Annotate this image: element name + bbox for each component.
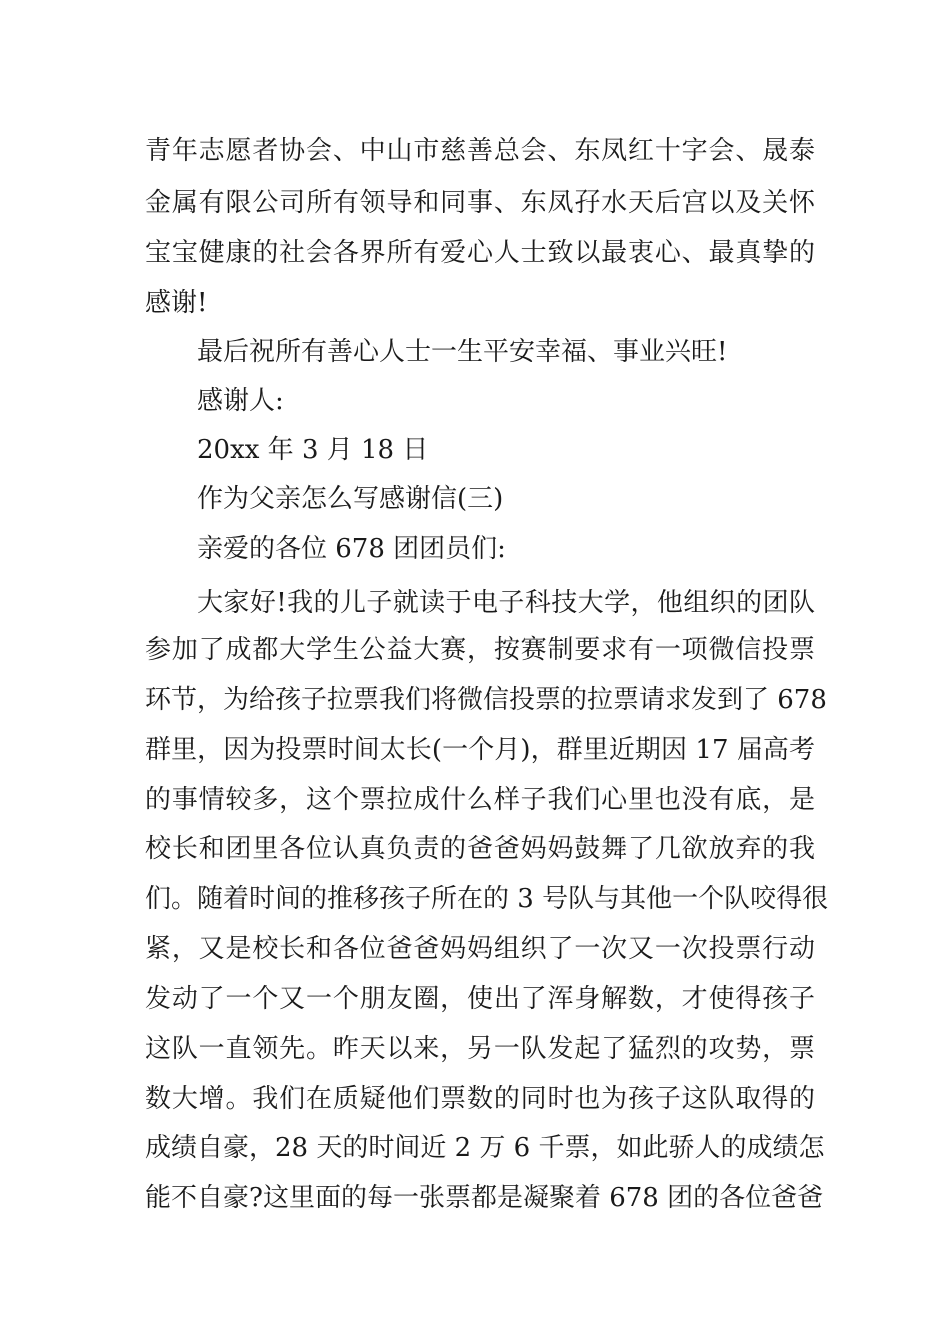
body-text-line: 发动了一个又一个朋友圈，使出了浑身解数，才使得孩子 xyxy=(145,984,815,1014)
salutation: 亲爱的各位 678 团团员们: xyxy=(197,534,506,564)
body-text-line: 这队一直领先。昨天以来，另一队发起了猛烈的攻势，票 xyxy=(145,1034,815,1064)
body-text-line: 数大增。我们在质疑他们票数的同时也为孩子这队取得的 xyxy=(145,1084,815,1114)
body-text-line: 感谢! xyxy=(145,288,208,318)
body-text-line: 金属有限公司所有领导和同事、东凤孖水天后宫以及关怀 xyxy=(145,188,815,218)
body-text-line: 紧，又是校长和各位爸爸妈妈组织了一次又一次投票行动 xyxy=(145,934,815,964)
signature-label: 感谢人: xyxy=(197,386,284,416)
body-text-line: 青年志愿者协会、中山市慈善总会、东凤红十字会、晟泰 xyxy=(145,136,815,166)
body-text-line: 们。随着时间的推移孩子所在的 3 号队与其他一个队咬得很 xyxy=(145,884,829,914)
body-text-line: 大家好!我的儿子就读于电子科技大学，他组织的团队 xyxy=(197,588,815,618)
body-text-line: 能不自豪?这里面的每一张票都是凝聚着 678 团的各位爸爸 xyxy=(145,1183,824,1213)
body-text-line: 群里，因为投票时间太长(一个月)，群里近期因 17 届高考 xyxy=(145,735,815,765)
closing-wish: 最后祝所有善心人士一生平安幸福、事业兴旺! xyxy=(197,337,728,367)
section-title: 作为父亲怎么写感谢信(三) xyxy=(197,484,504,514)
body-text-line: 宝宝健康的社会各界所有爱心人士致以最衷心、最真挚的 xyxy=(145,238,815,268)
body-text-line: 环节，为给孩子拉票我们将微信投票的拉票请求发到了 678 xyxy=(145,685,827,715)
body-text-line: 校长和团里各位认真负责的爸爸妈妈鼓舞了几欲放弃的我 xyxy=(145,834,815,864)
body-text-line: 的事情较多，这个票拉成什么样子我们心里也没有底，是 xyxy=(145,785,815,815)
body-text-line: 成绩自豪，28 天的时间近 2 万 6 千票，如此骄人的成绩怎 xyxy=(145,1133,825,1163)
body-text-line: 参加了成都大学生公益大赛，按赛制要求有一项微信投票 xyxy=(145,635,815,665)
letter-date: 20xx 年 3 月 18 日 xyxy=(197,435,429,465)
